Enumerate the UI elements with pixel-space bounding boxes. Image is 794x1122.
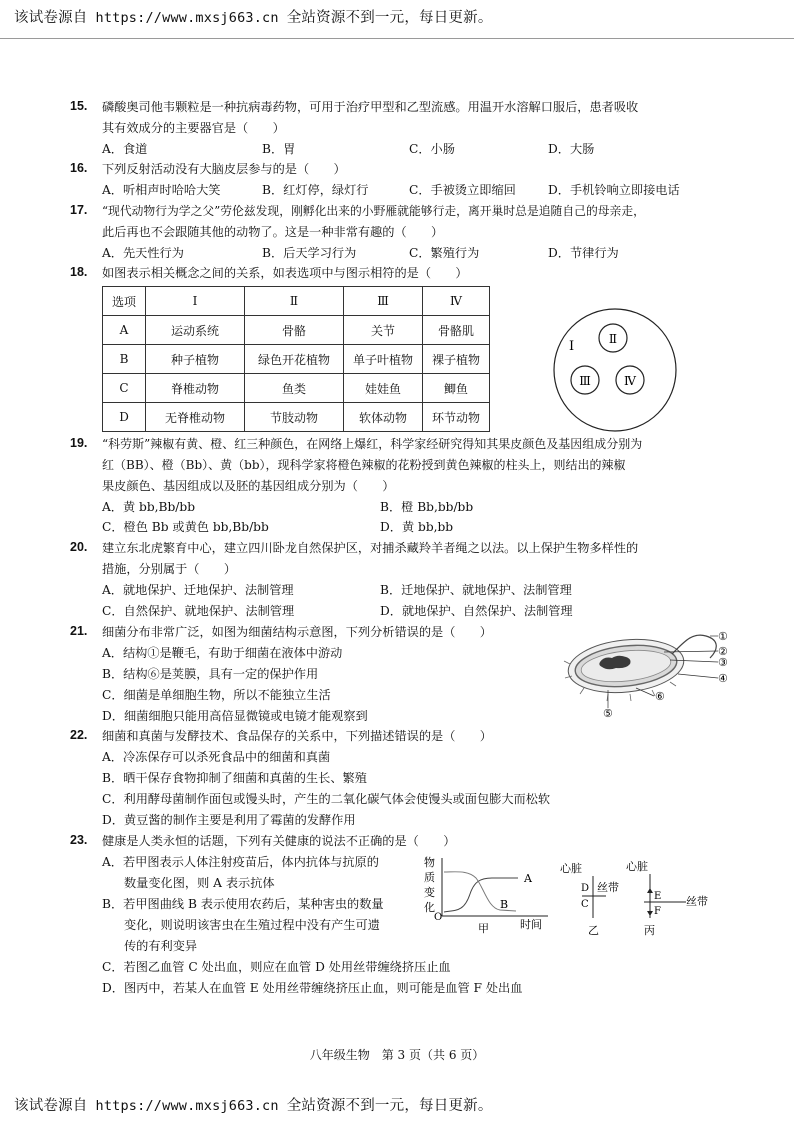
table-cell: 绿色开花植物 — [245, 345, 344, 374]
q21-option-d: D．细菌细胞只能用高倍显微镜或电镜才能观察到 — [102, 709, 368, 723]
y-label-char: 物 — [424, 856, 435, 869]
table-cell: 环节动物 — [423, 403, 490, 432]
label-4: ④ — [718, 672, 728, 685]
q19-option-d: D．黄 bb,bb — [380, 520, 454, 534]
q20-option-a: A．就地保护、迁地保护、法制管理 — [102, 583, 294, 597]
q18-venn-diagram — [550, 305, 680, 435]
q18-number: 18. — [70, 265, 88, 279]
arrow-up-icon — [647, 888, 653, 893]
figure-caption: 丙 — [644, 924, 655, 937]
heart-label: 心脏 — [626, 860, 648, 873]
table-cell: 骨骼肌 — [423, 316, 490, 345]
banner-prefix: 该试卷源自 — [14, 10, 88, 26]
table-cell: 裸子植物 — [423, 345, 490, 374]
q23-figure-yi — [560, 858, 628, 938]
label-ii: Ⅱ — [608, 332, 618, 346]
table-cell: B — [103, 345, 146, 374]
q23-option-d: D．图丙中，若某人在血管 E 处用丝带缠绕挤压止血，则可能是血管 F 处出血 — [102, 981, 523, 995]
q23-figure-jia — [420, 854, 560, 936]
ribbon-label: 丝带 — [686, 895, 708, 908]
q16-line1: 下列反射活动没有大脑皮层参与的是（ ） — [102, 162, 346, 176]
label-iv: Ⅳ — [624, 374, 636, 388]
q20-option-b: B．迁地保护、就地保护、法制管理 — [380, 583, 572, 597]
q21-option-a: A．结构①是鞭毛，有助于细菌在液体中游动 — [102, 646, 343, 660]
label-iii: Ⅲ — [579, 374, 591, 388]
q15-option-d: D．大肠 — [548, 142, 595, 156]
leader-line — [678, 674, 718, 678]
q15-number: 15. — [70, 99, 88, 113]
label-outer: Ⅰ — [569, 339, 575, 354]
table-cell: 节肢动物 — [245, 403, 344, 432]
table-header-row — [103, 287, 490, 316]
q23-option-b-line1: B．若甲图曲线 B 表示使用农药后，某种害虫的数量 — [102, 897, 384, 911]
curve-b-label: B — [500, 898, 509, 911]
q22-option-b: B．晒干保存食物抑制了细菌和真菌的生长、繁殖 — [102, 771, 367, 785]
y-label-char: 化 — [424, 901, 435, 914]
label-6: ⑥ — [655, 690, 665, 703]
y-label-char: 质 — [424, 871, 435, 884]
y-label-char: 变 — [424, 886, 435, 899]
q23-option-a-line2: 数量变化图，则 A 表示抗体 — [124, 876, 275, 890]
arrow-down-icon — [647, 911, 653, 916]
q23-option-b-line2: 变化，则说明该害虫在生殖过程中没有产生可遗 — [124, 918, 380, 932]
curve-a-label: A — [524, 872, 532, 885]
q17-number: 17. — [70, 203, 88, 217]
q19-line1: “科劳斯”辣椒有黄、橙、红三种颜色，在网络上爆红，科学家经研究得知其果皮颜色及基因组成分别为 — [102, 437, 643, 451]
q19-option-a: A．黄 bb,Bb/bb — [102, 500, 195, 514]
q21-bacteria-diagram — [560, 624, 740, 720]
q16-option-a: A．听相声时哈哈大笑 — [102, 183, 221, 197]
header-rule — [0, 38, 794, 39]
banner-prefix: 该试卷源自 — [14, 1098, 88, 1114]
table-cell: A — [103, 316, 146, 345]
banner-url[interactable]: https://www.mxsj663.cn — [95, 1098, 279, 1114]
q21-option-c: C．细菌是单细胞生物，所以不能独立生活 — [102, 688, 331, 702]
header-banner — [14, 6, 493, 27]
q15-option-b: B．胃 — [262, 142, 296, 156]
q17-option-a: A．先天性行为 — [102, 246, 184, 260]
q17-option-b: B．后天学习行为 — [262, 246, 357, 260]
q19-option-c: C．橙色 Bb 或黄色 bb,Bb/bb — [102, 520, 269, 534]
table-cell: 无脊椎动物 — [146, 403, 245, 432]
footer-banner — [14, 1094, 493, 1115]
q16-option-d: D．手机铃响立即接电话 — [548, 183, 680, 197]
table-row — [103, 403, 490, 432]
q18-options-table — [102, 286, 490, 432]
q21-number: 21. — [70, 624, 88, 638]
table-cell: 种子植物 — [146, 345, 245, 374]
banner-url[interactable]: https://www.mxsj663.cn — [95, 10, 279, 26]
table-header-cell: Ⅰ — [146, 287, 245, 316]
table-header-cell: 选项 — [103, 287, 146, 316]
q21-option-b: B．结构⑥是荚膜，具有一定的保护作用 — [102, 667, 319, 681]
q23-number: 23. — [70, 833, 88, 847]
point-d-label: D — [581, 883, 590, 894]
table-cell: 鱼类 — [245, 374, 344, 403]
heart-label: 心脏 — [560, 862, 582, 875]
q23-option-c: C．若图乙血管 C 处出血，则应在血管 D 处用丝带缠绕挤压止血 — [102, 960, 451, 974]
q16-option-b: B．红灯停，绿灯行 — [262, 183, 369, 197]
q15-line2: 其有效成分的主要器官是（ ） — [102, 121, 285, 135]
table-row — [103, 374, 490, 403]
q21-line1: 细菌分布非常广泛，如图为细菌结构示意图，下列分析错误的是（ ） — [102, 625, 492, 639]
q15-line1: 磷酸奥司他韦颗粒是一种抗病毒药物，可用于治疗甲型和乙型流感。用温开水溶解口服后，患者吸收 — [102, 100, 639, 114]
q20-number: 20. — [70, 540, 88, 554]
label-1: ① — [718, 630, 728, 643]
point-e-label: E — [654, 891, 662, 902]
table-cell: 软体动物 — [344, 403, 423, 432]
q19-line3: 果皮颜色、基因组成以及胚的基因组成分别为（ ） — [102, 479, 395, 493]
q20-option-c: C．自然保护、就地保护、法制管理 — [102, 604, 295, 618]
table-cell: 运动系统 — [146, 316, 245, 345]
q17-option-d: D．节律行为 — [548, 246, 619, 260]
q15-option-a: A．食道 — [102, 142, 148, 156]
q18-line1: 如图表示相关概念之间的关系，如表选项中与图示相符的是（ ） — [102, 266, 468, 280]
label-5: ⑤ — [603, 707, 613, 720]
q19-option-b: B．橙 Bb,bb/bb — [380, 500, 474, 514]
q16-option-c: C．手被烫立即缩回 — [409, 183, 516, 197]
banner-suffix: 全站资源不到一元，每日更新。 — [286, 10, 493, 26]
q19-line2: 红（BB）、橙（Bb）、黄（bb），现科学家将橙色辣椒的花粉授到黄色辣椒的柱头上，则结出的辣椒 — [102, 458, 626, 472]
q22-option-a: A．冷冻保存可以杀死食品中的细菌和真菌 — [102, 750, 331, 764]
figure-caption: 甲 — [478, 922, 489, 935]
q22-number: 22. — [70, 728, 88, 742]
table-cell: C — [103, 374, 146, 403]
origin-label: O — [434, 912, 443, 923]
q19-number: 19. — [70, 436, 88, 450]
table-row — [103, 316, 490, 345]
q22-option-d: D．黄豆酱的制作主要是利用了霉菌的发酵作用 — [102, 813, 356, 827]
q22-option-c: C．利用酵母菌制作面包或馒头时，产生的二氧化碳气体会使馒头或面包膨大而松软 — [102, 792, 551, 806]
q23-figure-bing — [624, 858, 720, 938]
table-cell: 骨骼 — [245, 316, 344, 345]
q23-line1: 健康是人类永恒的话题，下列有关健康的说法不正确的是（ ） — [102, 834, 456, 848]
table-cell: D — [103, 403, 146, 432]
label-2: ② — [718, 645, 728, 658]
q22-line1: 细菌和真菌与发酵技术、食品保存的关系中，下列描述错误的是（ ） — [102, 729, 492, 743]
point-c-label: C — [581, 899, 589, 910]
point-f-label: F — [654, 906, 661, 917]
q17-line1: “现代动物行为学之父”劳伦兹发现，刚孵化出来的小野雁就能够行走，离开巢时总是追随自己的母亲走， — [102, 204, 645, 218]
q15-option-c: C．小肠 — [409, 142, 455, 156]
table-header-cell: Ⅳ — [423, 287, 490, 316]
table-cell: 脊椎动物 — [146, 374, 245, 403]
q20-option-d: D．就地保护、自然保护、法制管理 — [380, 604, 573, 618]
outer-circle — [554, 309, 676, 431]
q17-option-c: C．繁殖行为 — [409, 246, 480, 260]
q23-option-a-line1: A．若甲图表示人体注射疫苗后，体内抗体与抗原的 — [102, 855, 379, 869]
banner-suffix: 全站资源不到一元，每日更新。 — [286, 1098, 493, 1114]
table-header-cell: Ⅲ — [344, 287, 423, 316]
table-cell: 单子叶植物 — [344, 345, 423, 374]
x-axis-label: 时间 — [520, 918, 542, 931]
q20-line1: 建立东北虎繁育中心，建立四川卧龙自然保护区，对捕杀藏羚羊者绳之以法。以上保护生物多样性的 — [102, 541, 639, 555]
table-header-cell: Ⅱ — [245, 287, 344, 316]
q17-line2: 此后再也不会跟随其他的动物了。这是一种非常有趣的（ ） — [102, 225, 444, 239]
page-footer: 八年级生物 第 3 页（共 6 页） — [309, 1048, 485, 1062]
table-cell: 娃娃鱼 — [344, 374, 423, 403]
table-row — [103, 345, 490, 374]
figure-caption: 乙 — [588, 924, 599, 937]
ribbon-label: 丝带 — [597, 881, 619, 894]
label-3: ③ — [718, 656, 728, 669]
table-cell: 鲫鱼 — [423, 374, 490, 403]
q20-line2: 措施，分别属于（ ） — [102, 562, 237, 576]
q23-option-b-line3: 传的有利变异 — [124, 939, 198, 953]
table-cell: 关节 — [344, 316, 423, 345]
q16-number: 16. — [70, 161, 88, 175]
